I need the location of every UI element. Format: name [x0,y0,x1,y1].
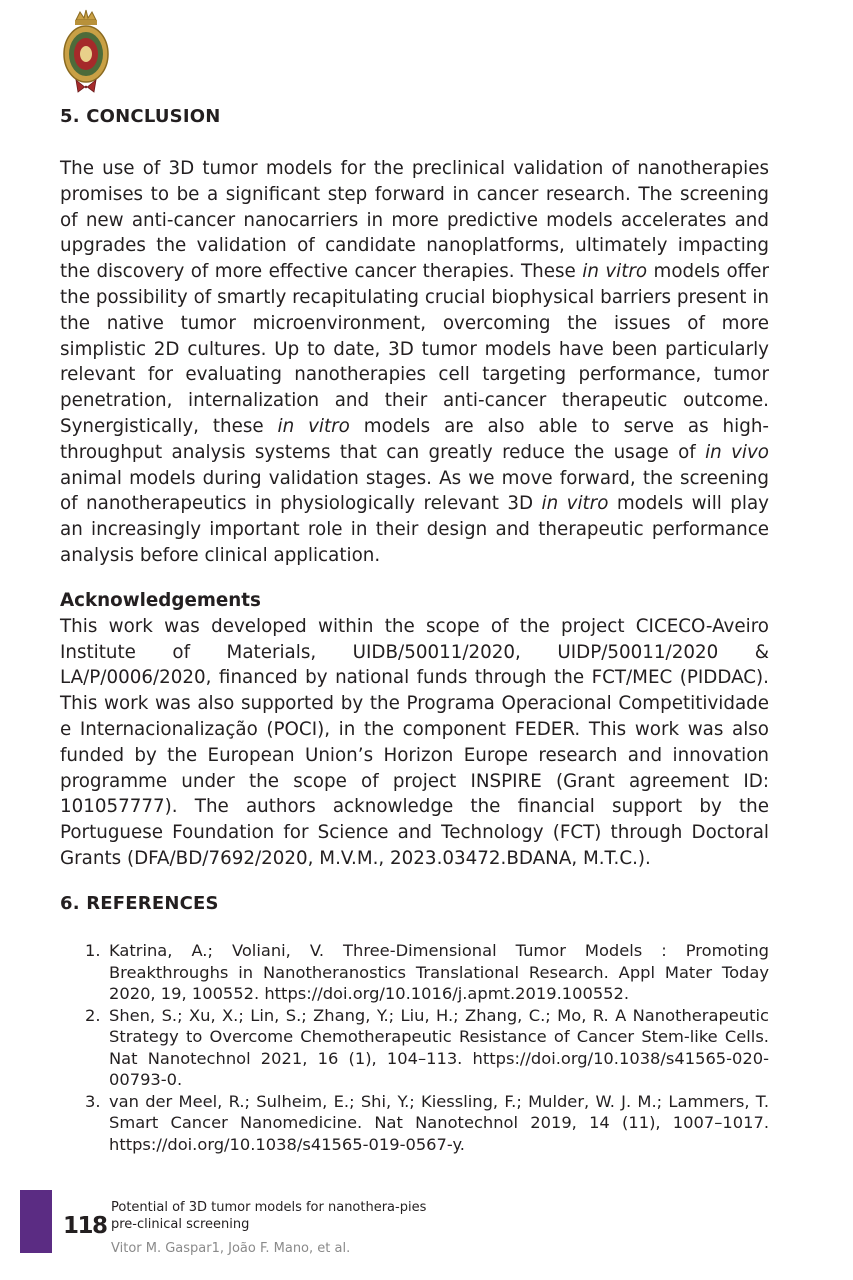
acknowledgements-section [60,588,769,872]
section-heading-conclusion: 5. CONCLUSION [60,106,221,127]
section-heading-references: 6. REFERENCES [60,893,219,914]
reference-item: 3. van der Meel, R.; Sulheim, E.; Shi, Y.; Kiessling, F.; Mulder, W. J. M.; Lammers, T. Smart Cancer Nanomedicine. Nat Nanotechnol 2019, 14 (11), 1007–1017. https://doi.org/10.1038/s41565-019-0567-y. [85,1091,769,1154]
footer-authors: Vitor M. Gaspar1, João F. Mano, et al. [111,1241,351,1256]
reference-item: 1. Katrina, A.; Voliani, V. Three-Dimensional Tumor Models : Promoting Breakthroughs in Nanotheranostics Translational Research. Appl Mater Today 2020, 19, 100552. https://doi.org/10.1016/j.apmt.2019.100552. [85,941,769,1003]
footer-title: Potential of 3D tumor models for nanothera-pies pre-clinical screening [111,1200,427,1232]
crest-logo-icon [58,8,114,94]
footer-accent-bar [20,1190,52,1253]
acknowledgements-text: This work was developed within the scope of the project CICECO-Aveiro Institute of Materials, UIDB/50011/2020, UIDP/50011/2020 & LA/P/0006/2020, financed by national funds through the FCT/MEC (PIDDAC). This work was also supported by the Programa Operacional Competitividade e Internacionalização (POCI), in the component FEDER. This work was also funded by the European Union’s Horizon Europe research and innovation programme under the scope of project INSPIRE (Grant agreement ID: 101057777). The authors acknowledge the financial support by the Portuguese Foundation for Science and Technology (FCT) through Doctoral Grants (DFA/BD/7692/2020, M.V.M., 2023.03472.BDANA, M.T.C.). [60,615,769,869]
page-number: 118 [63,1213,107,1239]
acknowledgements-heading: Acknowledgements [60,590,261,611]
reference-item: 2. Shen, S.; Xu, X.; Lin, S.; Zhang, Y.; Liu, H.; Zhang, C.; Mo, R. A Nanotherapeutic Strategy to Overcome Chemotherapeutic Resistance of Cancer Stem-like Cells. Nat Nanotechnol 2021, 16 (1), 104–113. https://doi.org/10.1038/s41565-020-00793-0. [85,1005,769,1089]
conclusion-paragraph: The use of 3D tumor models for the preclinical validation of nanotherapies promises to be a significant step forward in cancer research. The screening of new anti-cancer nanocarriers in more predictive models accelerates and upgrades the validation of candidate nanoplatforms, ultimately impacting the discovery of more effective cancer therapies. These in vitro models offer the possibility of smartly recapitulating crucial biophysical barriers present in the native tumor microenvironment, overcoming the issues of more simplistic 2D cultures. Up to date, 3D tumor models have been particularly relevant for evaluating nanotherapies cell targeting performance, tumor penetration, internalization and their anti-cancer therapeutic outcome. Synergistically, these in vitro models are also able to serve as high-throughput analysis systems that can greatly reduce the usage of in vivo animal models during validation stages. As we move forward, the screening of nanotherapeutics in physiologically relevant 3D in vitro models will play an increasingly important role in their design and therapeutic performance analysis before clinical application. [60,158,770,566]
reference-list [60,940,769,1155]
